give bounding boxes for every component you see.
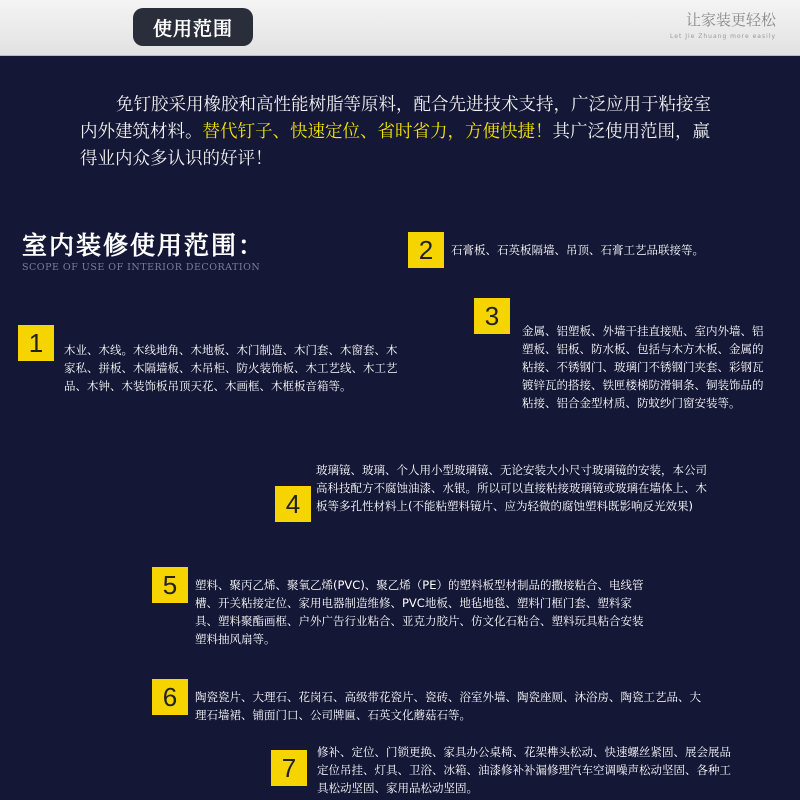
slogan bbox=[670, 9, 776, 40]
item-6-text: 陶瓷瓷片、大理石、花岗石、高级带花瓷片、瓷砖、浴室外墙、陶瓷座厕、沐浴房、陶瓷工艺品、大理石墙裙、铺面门口、公司牌匾、石英文化蘑菇石等。 bbox=[195, 690, 701, 722]
item-6-number: 6 bbox=[152, 679, 188, 715]
section-title: 室内装修使用范围： bbox=[22, 231, 266, 260]
intro-part2: 其广泛使用范围，赢得业内众多认识的好评！ bbox=[80, 122, 710, 169]
item-4-number: 4 bbox=[275, 486, 311, 522]
item-3-text: 金属、铝塑板、外墙干挂直接贴、室内外墙、铝塑板、铝板、防水板、包括与木方木板、金属的粘接、不锈钢门、玻璃门不锈钢门夹套、彩钢瓦镀锌瓦的搭接、铁匣楼梯防滑铜条、铜装饰品的粘接、铝合金型材质、防蚊纱门窗安装等。 bbox=[522, 324, 764, 410]
item-7-number: 7 bbox=[271, 750, 307, 786]
header-bar bbox=[0, 0, 800, 56]
item-5-text: 塑料、聚丙乙烯、聚氧乙烯(PVC)、聚乙烯（PE）的塑料板型材制品的撒接粘合、电线管槽、开关粘接定位、家用电器制造维修、PVC地板、地毡地毯、塑料门框门套、塑料家具、塑料聚酯画框、户外广告行业粘合、亚克力胶片、仿文化石粘合、塑料玩具粘合安装塑料抽风扇等。 bbox=[195, 578, 644, 646]
item-4-text: 玻璃镜、玻璃、个人用小型玻璃镜、无论安装大小尺寸玻璃镜的安装，本公司高科技配方不腐蚀油漆、水银。所以可以直接粘接玻璃镜或玻璃在墙体上、木板等多孔性材料上(不能粘塑料镜片、应为轻微的腐蚀塑料既影响反光效果) bbox=[316, 463, 707, 513]
slogan-text: 让家装更轻松 bbox=[685, 11, 776, 29]
intro-part1: 免钉胶采用橡胶和高性能树脂等原料，配合先进技术支持，广泛应用于粘接室内外建筑材料。 bbox=[80, 95, 711, 142]
item-1-text: 木业、木线。木线地角、木地板、木门制造、木门套、木窗套、木家私、拼板、木隔墙板、木吊柜、防火装饰板、木工艺线、木工艺品、木钟、木装饰板吊顶天花、木画框、木框板音箱等。 bbox=[64, 343, 398, 393]
item-1-number: 1 bbox=[18, 325, 54, 361]
item-2-number: 2 bbox=[408, 232, 444, 268]
slogan-subtitle: Let Jie Zhuang more easily bbox=[670, 33, 776, 40]
page-title: 使用范围 bbox=[133, 8, 253, 46]
item-3-number: 3 bbox=[474, 298, 510, 334]
item-2-text: 石膏板、石英板隔墙、吊顶、石膏工艺品联接等。 bbox=[451, 243, 704, 257]
intro-highlight: 替代钉子、快速定位、省时省力，方便快捷！ bbox=[202, 122, 553, 142]
intro-paragraph bbox=[80, 92, 720, 173]
item-7-text: 修补、定位、门锁更换、家具办公桌椅、花架榫头松动、快速螺丝紧固、展会展品定位吊挂、灯具、卫浴、冰箱、油漆修补补漏修理汽车空调噪声松动坚固、各种工具松动坚固、家用品松动坚固。 bbox=[317, 745, 731, 795]
item-5-number: 5 bbox=[152, 567, 188, 603]
section-subtitle: SCOPE OF USE OF INTERIOR DECORATION bbox=[22, 262, 261, 273]
